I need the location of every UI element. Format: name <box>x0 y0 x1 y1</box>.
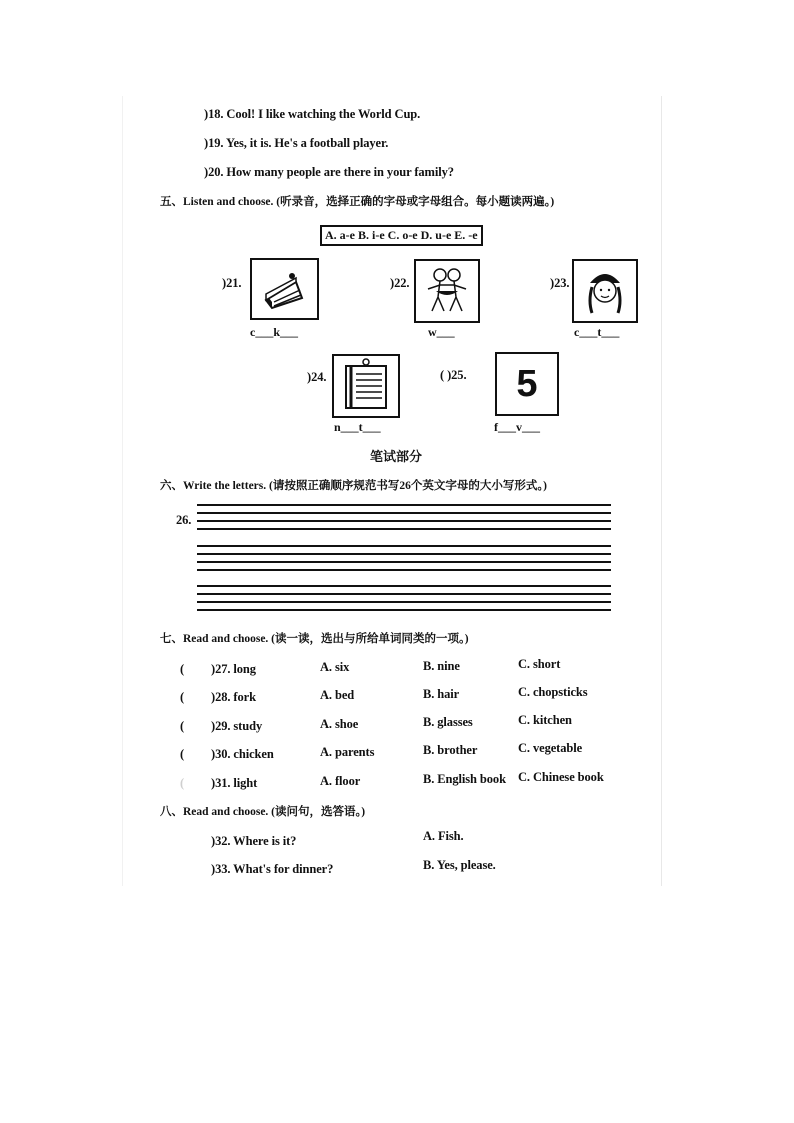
answer-paren[interactable]: ( <box>180 690 185 704</box>
dancing-cats-icon <box>414 259 480 323</box>
section-7-heading: 七、Read and choose. (读一读，选出与所给单词同类的一项。) <box>160 633 469 645</box>
notebook-icon <box>332 354 400 418</box>
five-glyph: 5 <box>516 362 538 405</box>
answer-paren[interactable]: ( <box>180 747 185 761</box>
question-32: )32. Where is it? <box>211 834 297 848</box>
item-22-number: )22. <box>390 276 410 290</box>
question-27: )27. long <box>211 662 256 676</box>
answer-b: B. Yes, please. <box>423 858 496 872</box>
item-24-number: )24. <box>307 370 327 384</box>
option-29-c: C. kitchen <box>518 713 572 727</box>
writing-line <box>197 512 611 514</box>
writing-line <box>197 601 611 603</box>
option-28-b: B. hair <box>423 687 460 701</box>
writing-line <box>197 561 611 563</box>
number-five-icon <box>495 352 559 416</box>
item-22-blank: w___ <box>428 325 455 339</box>
cake-icon <box>250 258 319 320</box>
answer-paren[interactable]: ( <box>180 719 185 733</box>
writing-line <box>197 585 611 587</box>
option-28-a: A. bed <box>320 688 355 702</box>
option-27-a: A. six <box>320 660 350 674</box>
option-30-b: B. brother <box>423 743 478 757</box>
writing-line <box>197 569 611 571</box>
writing-line <box>197 520 611 522</box>
option-30-a: A. parents <box>320 745 375 759</box>
writing-line <box>197 545 611 547</box>
item-23-number: )23. <box>550 276 570 290</box>
option-28-c: C. chopsticks <box>518 685 588 699</box>
writing-line <box>197 609 611 611</box>
option-29-b: B. glasses <box>423 715 473 729</box>
option-29-a: A. shoe <box>320 717 359 731</box>
question-28: )28. fork <box>211 690 256 704</box>
section-8-heading: 八、Read and choose. (读问句，选答语。) <box>160 806 366 818</box>
letter-options-legend: A. a-e B. i-e C. o-e D. u-e E. -e <box>320 225 483 246</box>
option-27-c: C. short <box>518 657 561 671</box>
section-5-heading-text: 五、Listen and choose. (听录音，选择正确的字母或字母组合。每小题读两遍。) <box>160 196 555 208</box>
question-19: )19. Yes, it is. He's a football player. <box>204 136 389 150</box>
item-23-blank: c___t___ <box>574 325 620 339</box>
question-30: )30. chicken <box>211 747 274 761</box>
writing-line <box>197 528 611 530</box>
option-30-c: C. vegetable <box>518 741 583 755</box>
item-25-number: ( )25. <box>440 368 467 382</box>
answer-paren[interactable]: ( <box>180 662 185 676</box>
answer-paren[interactable]: ( <box>180 776 185 790</box>
written-part-title: 笔试部分 <box>370 450 423 465</box>
option-31-a: A. floor <box>320 774 361 788</box>
item-24-blank: n___t___ <box>334 420 381 434</box>
question-20: )20. How many people are there in your family? <box>204 165 454 179</box>
item-26-number: 26. <box>176 513 192 527</box>
question-29: )29. study <box>211 719 263 733</box>
answer-a: A. Fish. <box>423 829 464 843</box>
writing-line <box>197 593 611 595</box>
section-5-heading <box>160 193 554 209</box>
item-21-number: )21. <box>222 276 242 290</box>
question-31: )31. light <box>211 776 258 790</box>
girl-icon <box>572 259 638 323</box>
section-6-heading: 六、Write the letters. (请按照正确顺序规范书写26个英文字母的大小写形式。) <box>160 480 547 492</box>
option-31-c: C. Chinese book <box>518 770 604 784</box>
option-27-b: B. nine <box>423 659 460 673</box>
question-33: )33. What's for dinner? <box>211 862 334 876</box>
writing-line <box>197 504 611 506</box>
item-21-blank: c___k___ <box>250 325 298 339</box>
writing-line <box>197 553 611 555</box>
item-25-blank: f___v___ <box>494 420 540 434</box>
option-31-b: B. English book <box>423 772 506 786</box>
question-18: )18. Cool! I like watching the World Cup. <box>204 107 421 121</box>
